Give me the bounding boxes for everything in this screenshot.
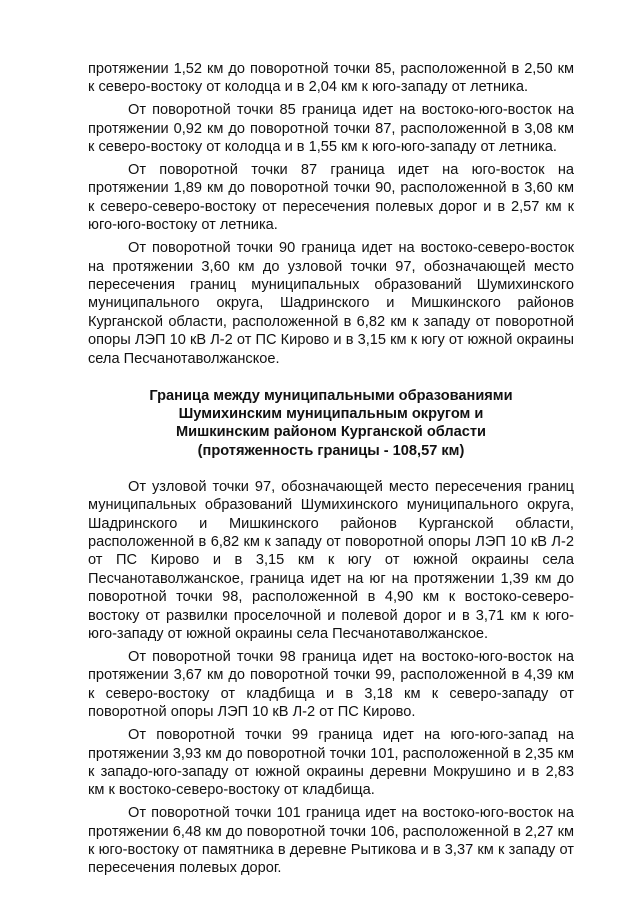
- section-heading-line-2: Шумихинским муниципальным округом и: [178, 406, 484, 423]
- section-heading: [88, 387, 574, 460]
- section-heading-line-1: Граница между муниципальными образованиями: [149, 388, 513, 404]
- section-heading-line-3: Мишкинским районом Курганской области: [175, 424, 487, 441]
- document-body: [88, 60, 574, 882]
- paragraph-point-98: От поворотной точки 98 граница идет на востоко-юго-восток на протяжении 3,67 км до поворотной точки 99, расположенной в 4,39 км к северо-востоку от кладбища и в 3,18 км к северо-западу от поворотной опоры ЛЭП 10 кВ Л-2 от ПС Кирово.: [88, 648, 574, 721]
- paragraph-node-97: От узловой точки 97, обозначающей место пересечения границ муниципальных образований Шумихинского муниципального округа, Шадринского и Мишкинского районов Курганской области, расположенной в 6,82 км к западу от поворотной опоры ЛЭП 10 кВ Л-2 от ПС Кирово и в 3,15 км к югу от южной окраины села Песчанотаволжанское, граница идет на юг на протяжении 1,39 км до поворотной точки 98, расположенной в 4,90 км к востоко-северо-востоку от развилки проселочной и полевой дорог и в 3,71 км к юго-юго-западу от южной окраины села Песчанотаволжанское.: [88, 478, 574, 643]
- section-heading-line-4: (протяженность границы - 108,57 км): [197, 442, 465, 459]
- paragraph-point-85: От поворотной точки 85 граница идет на востоко-юго-восток на протяжении 0,92 км до поворотной точки 87, расположенной в 3,08 км к северо-востоку от колодца и в 1,55 км к юго-юго-западу от летника.: [88, 102, 574, 156]
- paragraph-point-101: От поворотной точки 101 граница идет на востоко-юго-восток на протяжении 6,48 км до поворотной точки 106, расположенной в 2,27 км к юго-востоку от памятника в деревне Рытикова и в 3,37 км к западу от пересечения полевых дорог.: [88, 805, 574, 877]
- paragraph-point-99: От поворотной точки 99 граница идет на юго-юго-запад на протяжении 3,93 км до поворотной точки 101, расположенной в 2,35 км к западо-юго-западу от южной окраины деревни Мокрушино и в 2,83 км к востоко-северо-востоку от кладбища.: [88, 727, 574, 799]
- paragraph-point-87: От поворотной точки 87 граница идет на юго-восток на протяжении 1,89 км до поворотной точки 90, расположенной в 3,60 км к северо-северо-востоку от пересечения полевых дорог и в 2,57 км к юго-юго-востоку от летника.: [88, 162, 574, 234]
- paragraph-point-90: От поворотной точки 90 граница идет на востоко-северо-восток на протяжении 3,60 км до узловой точки 97, обозначающей место пересечения границ муниципальных образований Шумихинского муниципального округа, Шадринского и Мишкинского районов Курганской области, расположенной в 6,82 км к западу от поворотной опоры ЛЭП 10 кВ Л-2 от ПС Кирово и в 3,15 км к югу от южной окраины села Песчанотаволжанское.: [88, 240, 574, 367]
- paragraph-continuation: протяжении 1,52 км до поворотной точки 85, расположенной в 2,50 км к северо-востоку от колодца и в 2,04 км к юго-западу от летника.: [88, 61, 574, 96]
